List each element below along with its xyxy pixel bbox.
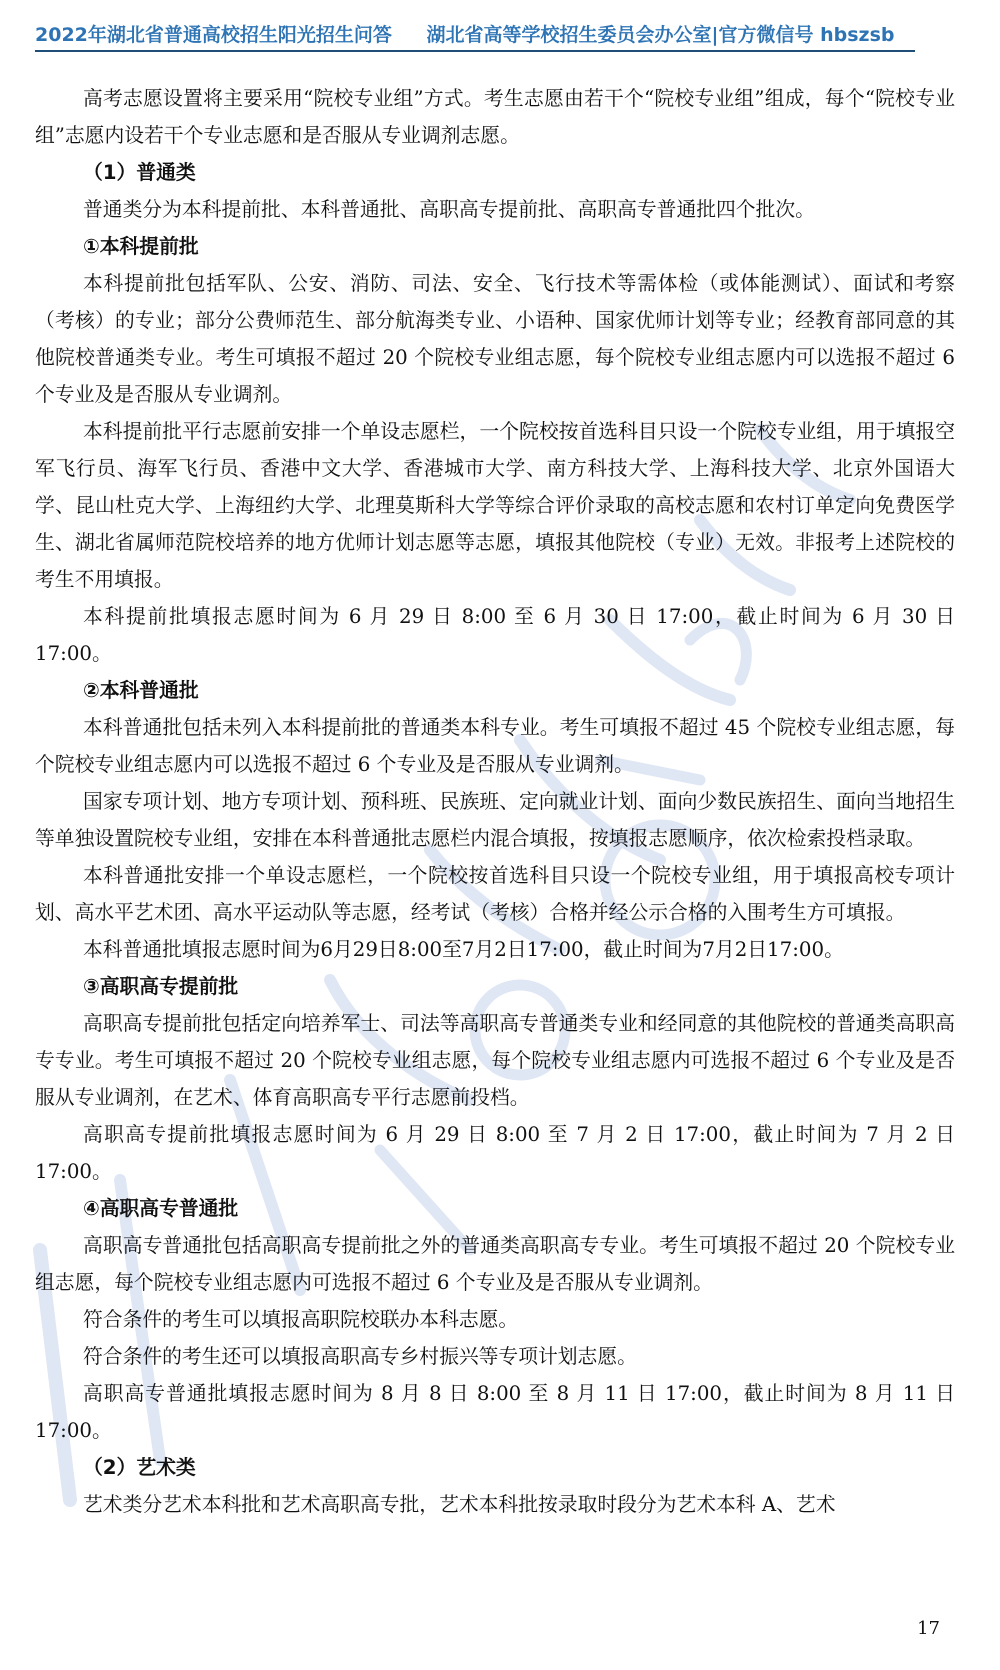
paragraph: 本科提前批平行志愿前安排一个单设志愿栏，一个院校按首选科目只设一个院校专业组，用于填报空军飞行员、海军飞行员、香港中文大学、香港城市大学、南方科技大学、上海科技大学、北京外国语大学、昆山杜克大学、上海纽约大学、北理莫斯科大学等综合评价录取的高校志愿和农村订单定向免费医学生、湖北省属师范院校培养的地方优师计划志愿等志愿，填报其他院校（专业）无效。非报考上述院校的考生不用填报。 xyxy=(35,420,955,591)
paragraph: 本科普通批安排一个单设志愿栏，一个院校按首选科目只设一个院校专业组，用于填报高校专项计划、高水平艺术团、高水平运动队等志愿，经考试（考核）合格并经公示合格的入围考生方可填报。 xyxy=(35,864,955,924)
section-heading: ④高职高专普通批 xyxy=(83,1197,239,1220)
section-heading: （2）艺术类 xyxy=(83,1456,196,1479)
header-title: 2022年湖北省普通高校招生阳光招生问答 xyxy=(35,24,392,46)
paragraph: 高职高专普通批包括高职高专提前批之外的普通类高职高专专业。考生可填报不超过 20 个院校专业组志愿，每个院校专业组志愿内可选报不超过 6 个专业及是否服从专业调剂。 xyxy=(35,1234,955,1294)
section-heading: （1）普通类 xyxy=(83,161,196,184)
paragraph: 本科普通批填报志愿时间为6月29日8:00至7月2日17:00，截止时间为7月2日17:00。 xyxy=(83,938,844,961)
paragraph: 高职高专提前批填报志愿时间为 6 月 29 日 8:00 至 7 月 2 日 17:00，截止时间为 7 月 2 日 17:00。 xyxy=(35,1123,955,1183)
paragraph: 本科普通批包括未列入本科提前批的普通类本科专业。考生可填报不超过 45 个院校专业组志愿，每个院校专业组志愿内可以选报不超过 6 个专业及是否服从专业调剂。 xyxy=(35,716,955,776)
paragraph: 符合条件的考生可以填报高职院校联办本科志愿。 xyxy=(83,1308,519,1331)
paragraph: 本科提前批包括军队、公安、消防、司法、安全、飞行技术等需体检（或体能测试）、面试和考察（考核）的专业；部分公费师范生、部分航海类专业、小语种、国家优师计划等专业；经教育部同意的其他院校普通类专业。考生可填报不超过 20 个院校专业组志愿，每个院校专业组志愿内可以选报不超过 6 个专业及是否服从专业调剂。 xyxy=(35,272,955,406)
paragraph: 高职高专提前批包括定向培养军士、司法等高职高专普通类专业和经同意的其他院校的普通类高职高专专业。考生可填报不超过 20 个院校专业组志愿，每个院校专业组志愿内可选报不超过 6 个专业及是否服从专业调剂，在艺术、体育高职高专平行志愿前投档。 xyxy=(35,1012,955,1109)
paragraph: 本科提前批填报志愿时间为 6 月 29 日 8:00 至 6 月 30 日 17:00，截止时间为 6 月 30 日 17:00。 xyxy=(35,605,955,665)
section-heading: ①本科提前批 xyxy=(83,235,199,258)
page-header xyxy=(35,20,915,52)
document-body xyxy=(35,80,955,1523)
paragraph: 艺术类分艺术本科批和艺术高职高专批，艺术本科批按录取时段分为艺术本科 A、艺术 xyxy=(83,1493,836,1516)
paragraph: 高考志愿设置将主要采用“院校专业组”方式。考生志愿由若干个“院校专业组”组成，每个“院校专业组”志愿内设若干个专业志愿和是否服从专业调剂志愿。 xyxy=(35,87,955,147)
section-heading: ③高职高专提前批 xyxy=(83,975,239,998)
page-number: 17 xyxy=(917,1618,940,1639)
paragraph: 符合条件的考生还可以填报高职高专乡村振兴等专项计划志愿。 xyxy=(83,1345,637,1368)
paragraph: 高职高专普通批填报志愿时间为 8 月 8 日 8:00 至 8 月 11 日 17:00，截止时间为 8 月 11 日 17:00。 xyxy=(35,1382,955,1442)
header-publisher: 湖北省高等学校招生委员会办公室|官方微信号 hbszsb xyxy=(426,24,895,46)
paragraph: 国家专项计划、地方专项计划、预科班、民族班、定向就业计划、面向少数民族招生、面向当地招生等单独设置院校专业组，安排在本科普通批志愿栏内混合填报，按填报志愿顺序，依次检索投档录取。 xyxy=(35,790,955,850)
section-heading: ②本科普通批 xyxy=(83,679,199,702)
paragraph: 普通类分为本科提前批、本科普通批、高职高专提前批、高职高专普通批四个批次。 xyxy=(83,198,815,221)
